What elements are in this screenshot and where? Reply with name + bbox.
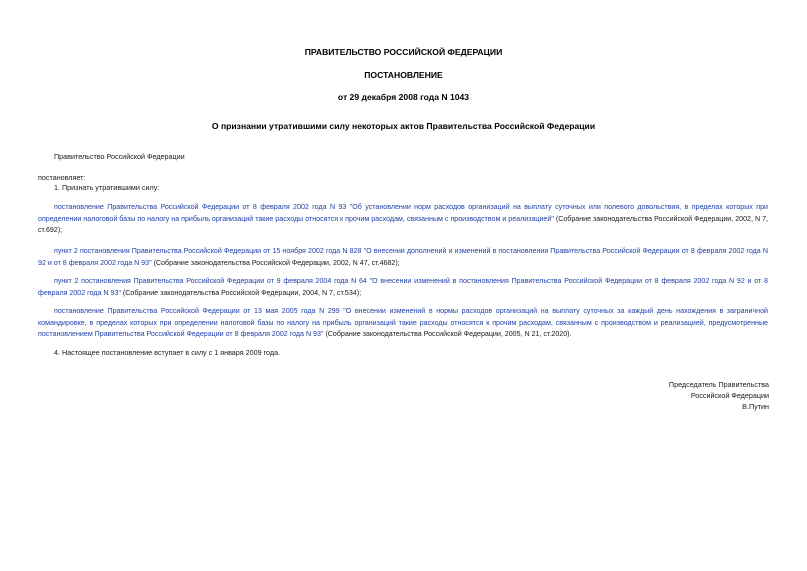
decree-link[interactable]: пункт 2 постановления Правительства Российской Федерации от 9 февраля 2004 года N 64 "О внесении изменений в постановления Правительства Российской Федерации от 8 февраля 2002 года N 92 и от 8 февраля 2002 года N 93" (38, 277, 768, 297)
list-item (38, 276, 768, 299)
signature-name: В.Путин (742, 402, 769, 411)
government-title: ПРАВИТЕЛЬСТВО РОССИЙСКОЙ ФЕДЕРАЦИИ (304, 47, 503, 57)
document-type: ПОСТАНОВЛЕНИЕ (364, 70, 443, 80)
item-4-text: 4. Настоящее постановление вступает в силу с 1 января 2009 года. (54, 348, 281, 357)
list-item (38, 306, 768, 341)
list-item (38, 246, 768, 269)
decree-link[interactable]: пункт 2 постановления Правительства Российской Федерации от 15 ноября 2002 года N 828 "О внесении дополнений и изменений в постановления Правительства Российской Федерации от 8 февраля 2002 года N 92 и от 8 февраля 2002 года N 93" (38, 247, 768, 267)
signature-title-line-1: Председатель Правительства (668, 380, 769, 389)
list-item (38, 202, 768, 237)
signature-title-line-2: Российской Федерации (690, 391, 769, 400)
item-1-text: 1. Признать утратившими силу: (54, 183, 160, 192)
decides-text: постановляет: (38, 173, 86, 182)
decree-link[interactable]: постановление Правительства Российской Федерации от 8 февраля 2002 года N 93 "Об установлении норм расходов организаций на выплату суточных или полевого довольствия, в пределах которых при определении налоговой базы по налогу на прибыль организаций такие расходы относятся к прочим расходам, связанным с производством и реализацией" (38, 203, 768, 223)
source-citation: (Собрание законодательства Российской Федерации, 2002, N 7, ст.692); (38, 214, 768, 234)
source-citation: (Собрание законодательства Российской Федерации, 2002, N 47, ст.4682); (151, 258, 400, 267)
intro-text: Правительство Российской Федерации (54, 152, 185, 161)
source-citation: (Собрание законодательства Российской Федерации, 2004, N 7, ст.534); (120, 288, 362, 297)
document-subject: О признании утратившими силу некоторых актов Правительства Российской Федерации (211, 121, 596, 131)
document-date-number: от 29 декабря 2008 года N 1043 (337, 92, 470, 102)
decree-link[interactable]: постановление Правительства Российской Федерации от 13 мая 2005 года N 299 "О внесении изменений в нормы расходов организаций на выплату суточных за каждый день нахождения в заграничной командировке, в пределах которых при определении налоговой базы по налогу на прибыль организаций такие расходы относятся к прочим расходам, связанным с производством и реализацией, предусмотренные постановлением Правительства Российской Федерации от 8 февраля 2002 года N 93" (38, 307, 768, 338)
source-citation: (Собрание законодательства Российской Федерации, 2005, N 21, ст.2020). (323, 330, 572, 338)
